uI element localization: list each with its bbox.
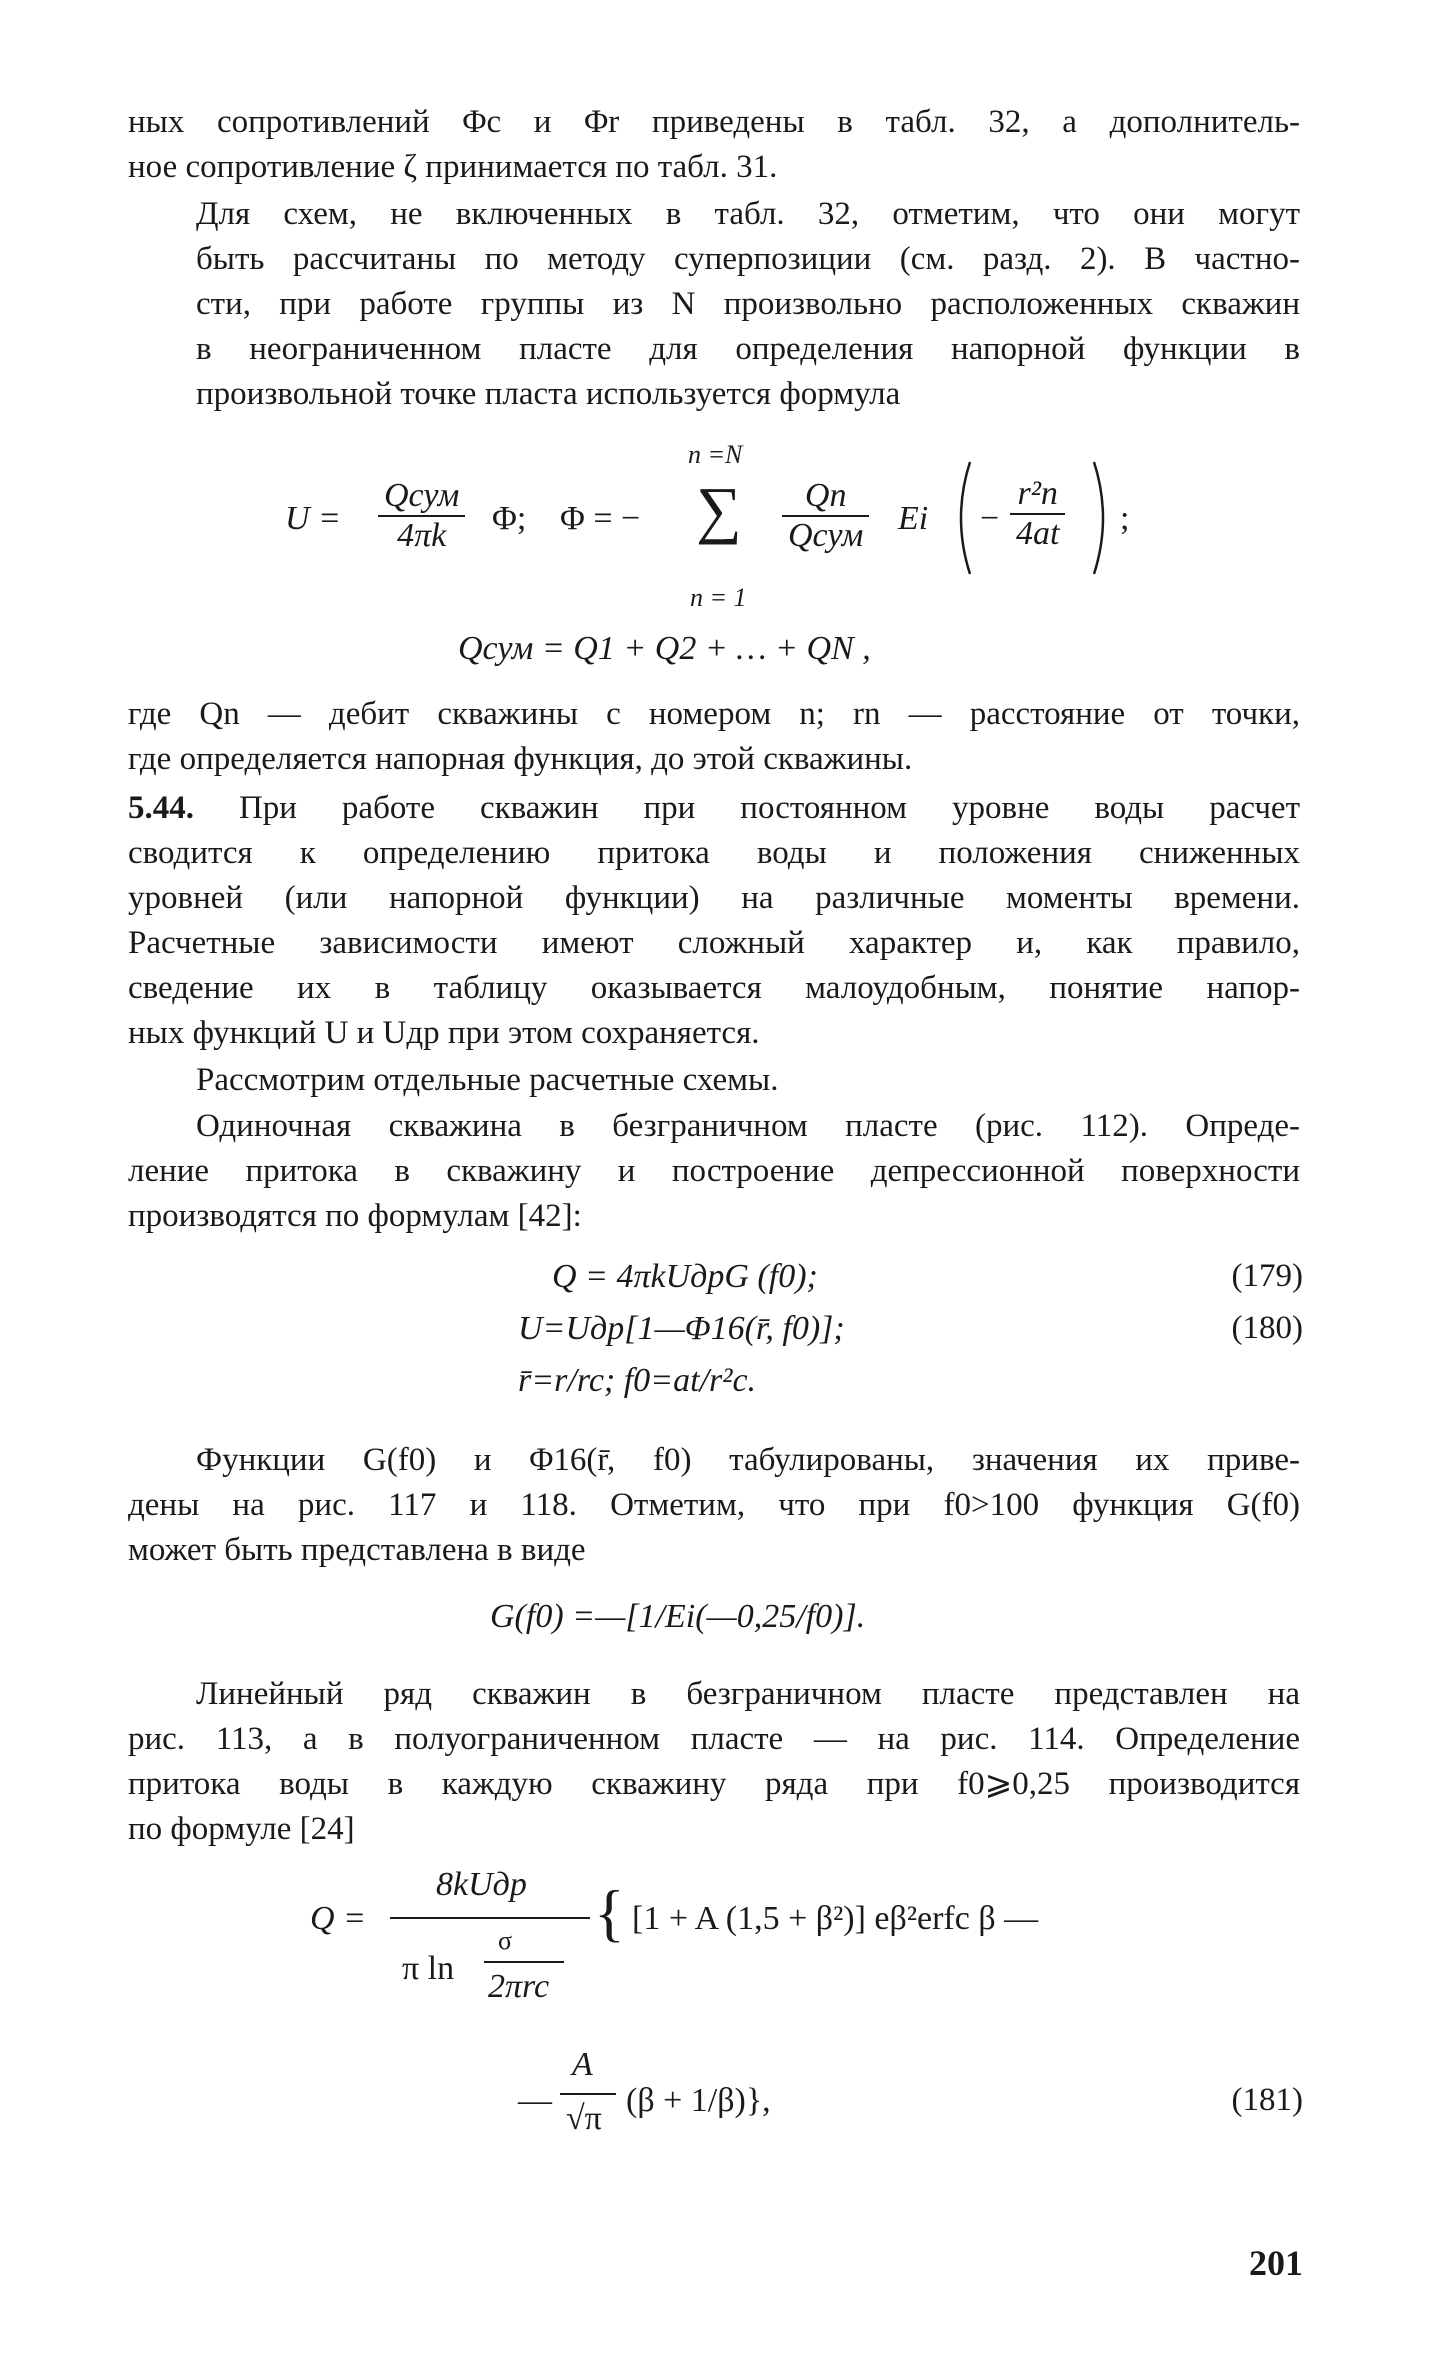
fraction-denominator: 4πk (397, 517, 447, 554)
text-line: ление притока в скважину и построение депрессионной поверхности (128, 1153, 1300, 1189)
text-line: Рассмотрим отдельные расчетные схемы. (196, 1062, 779, 1098)
equation-181-lhs: Q = (310, 1900, 366, 1937)
equation-181-sigma: σ (498, 1926, 513, 1955)
paragraph-schemes (128, 1058, 1300, 1103)
equation-number-179: (179) (1231, 1258, 1303, 1294)
text-line: Одиночная скважина в безграничном пласте (рис. 112). Опреде- (196, 1108, 1300, 1144)
fraction-bar (390, 1916, 590, 1920)
text-line: где определяется напорная функция, до этой скважины. (128, 741, 913, 777)
equation-semicolon: ; (1120, 500, 1130, 537)
fraction-numerator: Qсум (378, 477, 465, 517)
text-line: быть рассчитаны по методу суперпозиции (см. разд. 2). В частно- (196, 241, 1300, 277)
equation-number-180: (180) (1231, 1310, 1303, 1346)
fraction-bar (484, 1960, 564, 1964)
paragraph-3 (128, 692, 1300, 782)
equation-ei: Ei (898, 500, 929, 537)
text-line: ное сопротивление ζ принимается по табл. 31. (128, 149, 778, 185)
equation-181-sqrtpi: √π (566, 2100, 602, 2137)
paragraph-2 (128, 192, 1300, 417)
fraction-numerator: r²n (1010, 475, 1065, 515)
equation-r-fraction (1010, 475, 1065, 553)
text-line: Функции G(f0) и Φ16(r̄, f0) табулированы, значения их приве- (196, 1442, 1300, 1478)
text-line: сводится к определению притока воды и положения сниженных (128, 835, 1300, 871)
equation-181-ln: π ln (402, 1950, 455, 1987)
text-span: При работе скважин при постоянном уровне воды расчет (238, 790, 1300, 826)
sum-upper-limit: n =N (688, 440, 743, 469)
paragraph-single-well (128, 1104, 1300, 1239)
equation-u-lhs: U = (285, 500, 341, 537)
paragraph-5-44 (128, 786, 1300, 1056)
text-line: Расчетные зависимости имеют сложный характер и, как правило, (128, 925, 1300, 961)
text-line: ных сопротивлений Φc и Φr приведены в табл. 32, а дополнитель- (128, 104, 1300, 140)
equation-phi-lhs: Φ = − (560, 500, 641, 537)
text-line: Линейный ряд скважин в безграничном пласте представлен на (196, 1676, 1300, 1712)
text-line: рис. 113, а в полуограниченном пласте — на рис. 114. Определение (128, 1721, 1300, 1757)
equation-181-a: A (572, 2046, 593, 2083)
equation-number-181: (181) (1231, 2082, 1303, 2118)
text-line: Для схем, не включенных в табл. 32, отметим, что они могут (196, 196, 1300, 232)
equation-179: Q = 4πkUдрG (f0); (552, 1258, 818, 1295)
text-line (128, 786, 1300, 831)
fraction-denominator: Qсум (788, 517, 864, 554)
text-line: в неограниченном пласте для определения напорной функции в (196, 331, 1300, 367)
paragraph-functions (128, 1438, 1300, 1573)
sum-sign: ∑ (696, 474, 742, 545)
equation-181-minus: — (518, 2082, 552, 2119)
equation-qsum: Qсум = Q1 + Q2 + … + QN , (458, 630, 871, 667)
fraction-numerator: Qn (782, 477, 869, 517)
equation-rbar: r̄=r/rc; f0=at/r²c. (518, 1362, 757, 1399)
equation-minus: − (980, 500, 1000, 537)
text-line: по формуле [24] (128, 1811, 355, 1847)
paragraph-1 (128, 100, 1300, 190)
equation-g-f0: G(f0) =—[1/Ei(—0,25/f0)]. (490, 1598, 866, 1635)
equation-181-2pirc: 2πrc (488, 1968, 550, 2005)
text-line: ных функций U и Uдр при этом сохраняется. (128, 1015, 760, 1051)
equation-181-brace: { (594, 1877, 625, 1948)
page-number: 201 (1249, 2243, 1303, 2283)
text-line: уровней (или напорной функции) на различные моменты времени. (128, 880, 1300, 916)
equation-u-phi: Φ; (492, 500, 527, 537)
text-line: произвольной точке пласта используется формула (196, 376, 901, 412)
equation-181-numerator: 8kUдр (436, 1866, 527, 1903)
text-line: сведение их в таблицу оказывается малоудобным, понятие напор- (128, 970, 1300, 1006)
text-line: производятся по формулам [42]: (128, 1198, 582, 1234)
left-paren-icon (948, 458, 974, 578)
fraction-denominator: 4at (1016, 515, 1060, 552)
equation-u-fraction (378, 477, 465, 555)
section-number: 5.44. (128, 790, 194, 826)
text-line: дены на рис. 117 и 118. Отметим, что при f0>100 функция G(f0) (128, 1487, 1300, 1523)
fraction-bar (560, 2092, 616, 2096)
paragraph-linear-row (128, 1672, 1300, 1852)
text-line: притока воды в каждую скважину ряда при f0⩾0,25 производится (128, 1766, 1300, 1802)
equation-qn-fraction (782, 477, 869, 555)
equation-181-paren: (β + 1/β)}, (626, 2082, 771, 2119)
text-line: сти, при работе группы из N произвольно расположенных скважин (196, 286, 1300, 322)
sum-lower-limit: n = 1 (690, 583, 747, 612)
text-line: где Qn — дебит скважины с номером n; rn — расстояние от точки, (128, 696, 1300, 732)
equation-181-body: [1 + A (1,5 + β²)] eβ²erfc β — (632, 1900, 1039, 1937)
equation-180: U=Uдр[1—Φ16(r̄, f0)]; (518, 1310, 845, 1347)
text-line: может быть представлена в виде (128, 1532, 586, 1568)
right-paren-icon (1090, 458, 1116, 578)
